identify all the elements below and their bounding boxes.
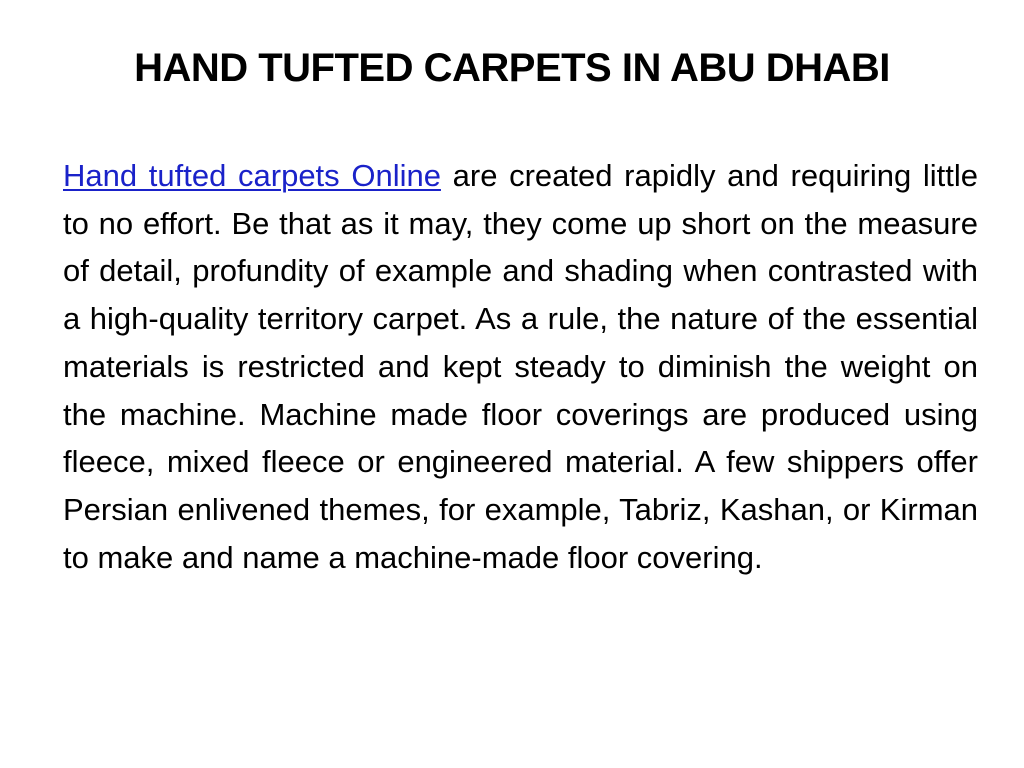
hand-tufted-carpets-online-link[interactable]: Hand tufted carpets Online <box>63 158 441 193</box>
body-paragraph-text: are created rapidly and requiring little to no effort. Be that as it may, they come up short on the measure of detail, profundity of example and shading when contrasted with a high-quality territory carpet. As a rule, the nature of the essential materials is restricted and kept steady to diminish the weight on the machine. Machine made floor coverings are produced using fleece, mixed fleece or engineered material. A few shippers offer Persian enlivened themes, for example, Tabriz, Kashan, or Kirman to make and name a machine-made floor covering. <box>63 158 978 575</box>
body-paragraph <box>63 152 978 581</box>
slide-title: HAND TUFTED CARPETS IN ABU DHABI <box>134 46 890 90</box>
